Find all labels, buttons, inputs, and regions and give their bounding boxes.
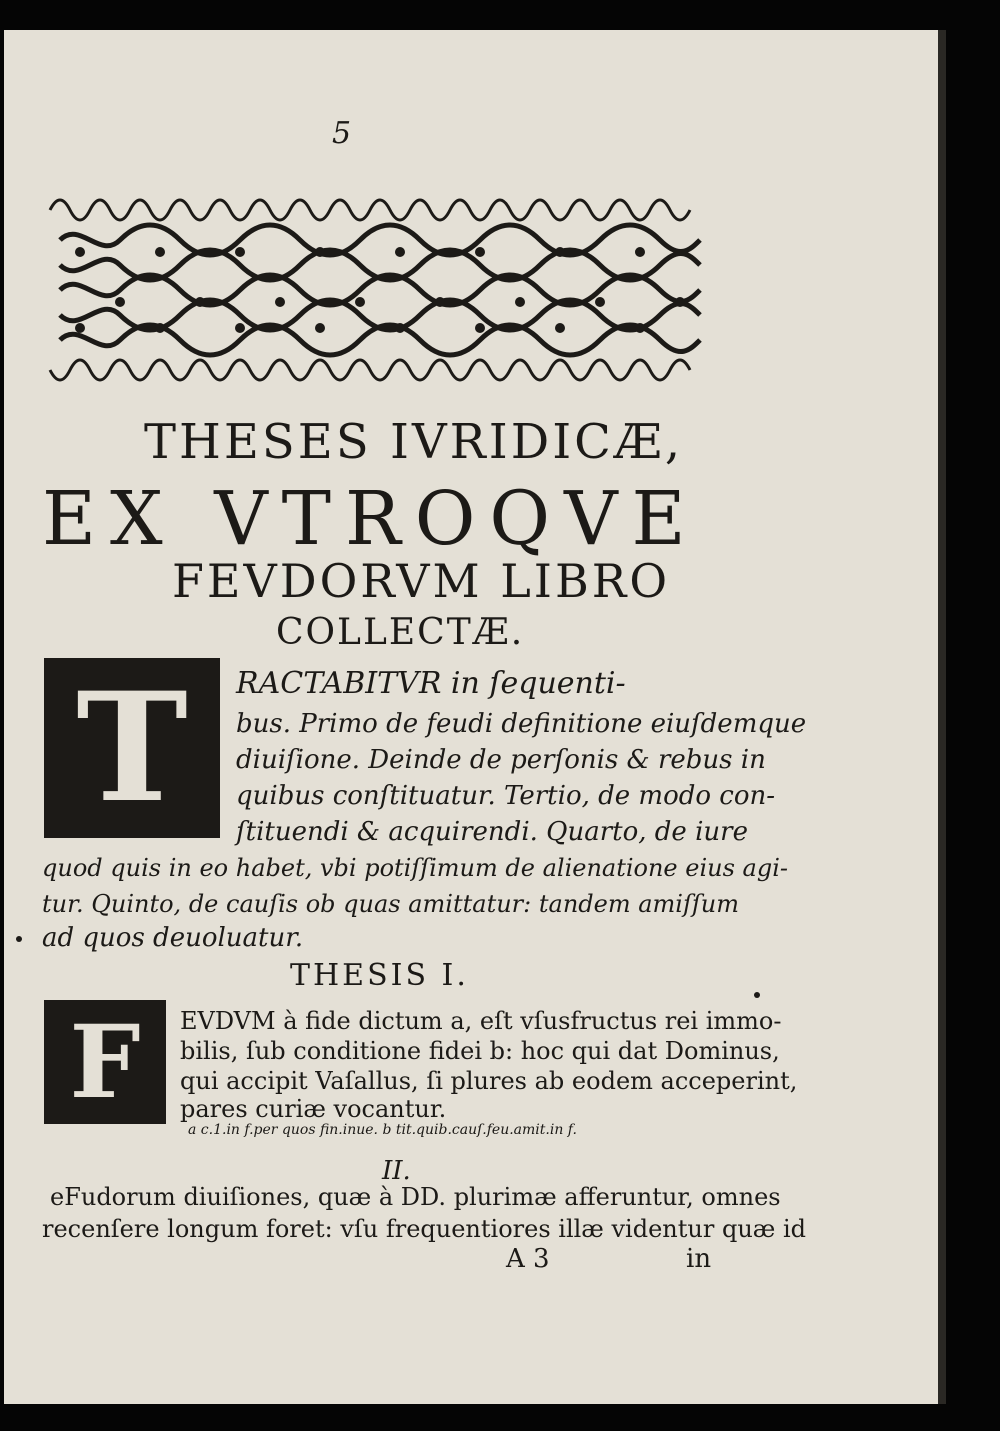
page-edge [938, 30, 946, 1404]
thesis-2-line: recenſere longum foret: vſu frequentiores illæ videntur quæ id [42, 1215, 807, 1243]
title-line-1: THESES IVRIDICÆ, [144, 414, 684, 470]
thesis-1-line: pares curiæ vocantur. [180, 1095, 447, 1123]
thesis-2-line: eFudorum diuiſiones, quæ à DD. plurimæ afferuntur, omnes [50, 1183, 781, 1211]
thesis-1-heading: THESIS I. [290, 958, 469, 993]
page-number: 5 [332, 116, 352, 151]
ink-spot [754, 992, 760, 998]
thesis-1-line: EVDVM à fide dictum a, eſt vſusfructus rei immo- [180, 1007, 782, 1035]
intro-line: ſtituendi & acquirendi. Quarto, de iure [236, 817, 748, 847]
footnote: a c.1.in f.per quos fin.inue. b tit.quib.cauſ.feu.amit.in f. [188, 1122, 577, 1138]
thesis-2-number: II. [382, 1156, 411, 1186]
thesis-1-line: qui accipit Vaſallus, ſi plures ab eodem acceperint, [180, 1067, 798, 1095]
intro-line: ad quos deuoluatur. [42, 923, 304, 953]
title-line-3: FEVDORVM LIBRO [172, 554, 671, 608]
ornamental-headpiece [40, 180, 720, 400]
signature-mark: A 3 [506, 1244, 550, 1274]
intro-line: quod quis in eo habet, vbi potiſſimum de alienatione eius agi- [42, 854, 789, 882]
intro-line: tur. Quinto, de cauſis ob quas amittatur: tandem amiſſum [42, 890, 739, 918]
intro-line: bus. Primo de feudi definitione eiuſdemque [236, 709, 807, 739]
title-line-4: COLLECTÆ. [276, 612, 525, 653]
intro-line: diuiſione. Deinde de perſonis & rebus in [236, 745, 766, 775]
intro-line: quibus conſtituatur. Tertio, de modo con- [236, 781, 776, 811]
catchword: in [686, 1244, 712, 1274]
decorated-initial-f: F [44, 1000, 166, 1124]
thesis-1-line: bilis, ſub conditione fidei b: hoc qui dat Dominus, [180, 1037, 780, 1065]
book-page [4, 30, 938, 1404]
ink-spot [16, 936, 22, 942]
intro-line: RACTABITVR in ſequenti- [236, 666, 626, 701]
title-line-2: EX VTROQVE [42, 476, 700, 562]
decorated-initial-t: T [44, 658, 220, 838]
